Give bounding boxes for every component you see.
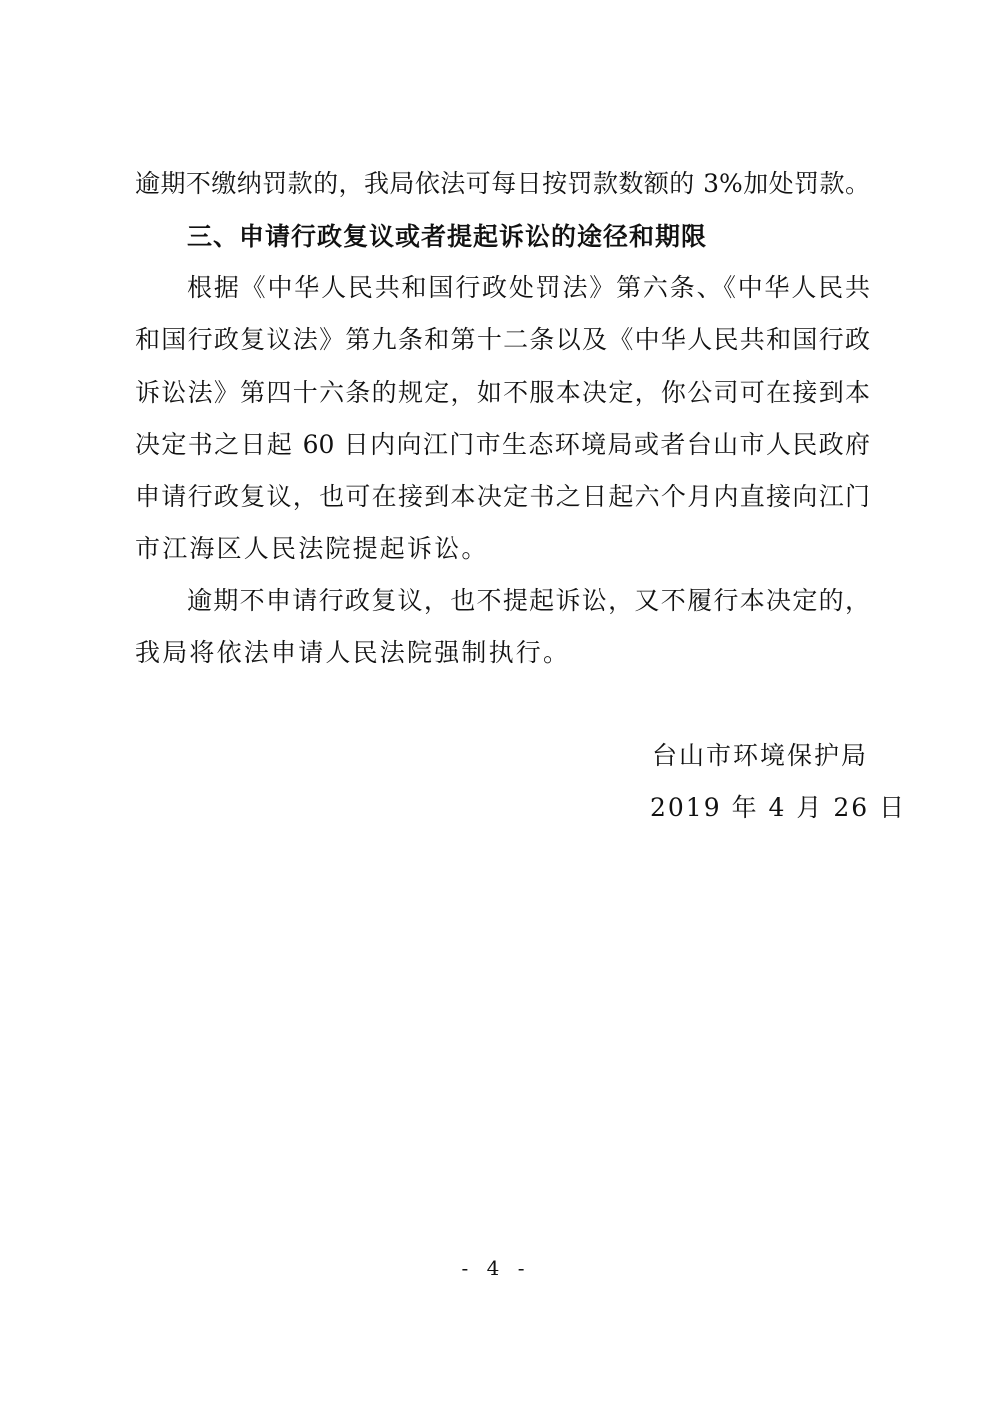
paragraph-line: 市江海区人民法院提起诉讼。 <box>135 534 489 563</box>
paragraph-line: 根据《中华人民共和国行政处罚法》第六条、《中华人民共 <box>187 273 870 302</box>
paragraph-line: 和国行政复议法》第九条和第十二条以及《中华人民共和国行政 <box>135 325 870 354</box>
paragraph-line: 申请行政复议，也可在接到本决定书之日起六个月内直接向江门 <box>135 482 870 511</box>
section-heading: 三、申请行政复议或者提起诉讼的途径和期限 <box>187 222 708 251</box>
paragraph-line: 逾期不申请行政复议，也不提起诉讼，又不履行本决定的， <box>187 586 870 615</box>
paragraph-line: 逾期不缴纳罚款的，我局依法可每日按罚款数额的 3%加处罚款。 <box>135 169 870 198</box>
page-number: - 4 - <box>461 1256 531 1280</box>
signature-date: 2019 年 4 月 26 日 <box>650 793 907 822</box>
paragraph-line: 诉讼法》第四十六条的规定，如不服本决定，你公司可在接到本 <box>135 378 870 407</box>
paragraph-line: 决定书之日起 60 日内向江门市生态环境局或者台山市人民政府 <box>135 430 870 459</box>
paragraph-line: 我局将依法申请人民法院强制执行。 <box>135 638 571 667</box>
signature-organization: 台山市环境保护局 <box>652 741 869 770</box>
